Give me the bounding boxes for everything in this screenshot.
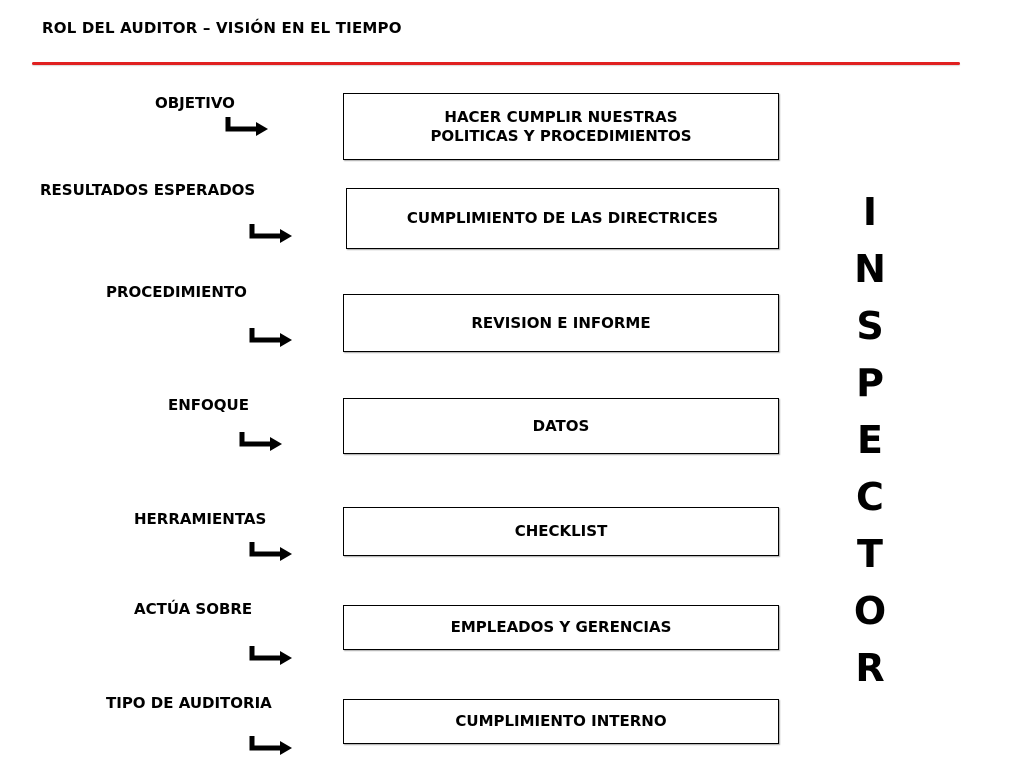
box-actua-sobre: EMPLEADOS Y GERENCIAS xyxy=(343,605,779,650)
row-label-resultados-esperados: RESULTADOS ESPERADOS xyxy=(40,181,256,199)
box-resultados-esperados: CUMPLIMIENTO DE LAS DIRECTRICES xyxy=(346,188,779,249)
title-divider xyxy=(32,62,960,65)
vertical-letter: T xyxy=(857,532,883,576)
right-hook-arrow-icon xyxy=(246,539,302,573)
vertical-word-inspector xyxy=(845,184,895,697)
vertical-letter: S xyxy=(856,304,884,348)
row-label-tipo-de-auditoria: TIPO DE AUDITORIA xyxy=(106,694,272,712)
page-title: ROL DEL AUDITOR – VISIÓN EN EL TIEMPO xyxy=(42,19,402,37)
right-hook-arrow-icon xyxy=(222,114,278,148)
row-label-herramientas: HERRAMIENTAS xyxy=(134,510,267,528)
row-label-procedimiento: PROCEDIMIENTO xyxy=(106,283,247,301)
right-hook-arrow-icon xyxy=(246,733,302,767)
vertical-letter: N xyxy=(854,247,886,291)
vertical-letter: P xyxy=(856,361,884,405)
right-hook-arrow-icon xyxy=(246,325,302,359)
box-objetivo: HACER CUMPLIR NUESTRAS POLITICAS Y PROCEDIMIENTOS xyxy=(343,93,779,160)
right-hook-arrow-icon xyxy=(236,429,292,463)
vertical-letter: O xyxy=(853,589,887,633)
row-label-enfoque: ENFOQUE xyxy=(168,396,249,414)
vertical-letter: R xyxy=(855,646,885,690)
box-herramientas: CHECKLIST xyxy=(343,507,779,556)
row-label-objetivo: OBJETIVO xyxy=(155,94,235,112)
box-procedimiento: REVISION E INFORME xyxy=(343,294,779,352)
right-hook-arrow-icon xyxy=(246,643,302,677)
right-hook-arrow-icon xyxy=(246,221,302,255)
vertical-letter: E xyxy=(857,418,883,462)
vertical-letter: C xyxy=(856,475,884,519)
box-tipo-de-auditoria: CUMPLIMIENTO INTERNO xyxy=(343,699,779,744)
row-label-actua-sobre: ACTÚA SOBRE xyxy=(134,600,253,618)
vertical-letter: I xyxy=(862,190,878,234)
box-enfoque: DATOS xyxy=(343,398,779,454)
